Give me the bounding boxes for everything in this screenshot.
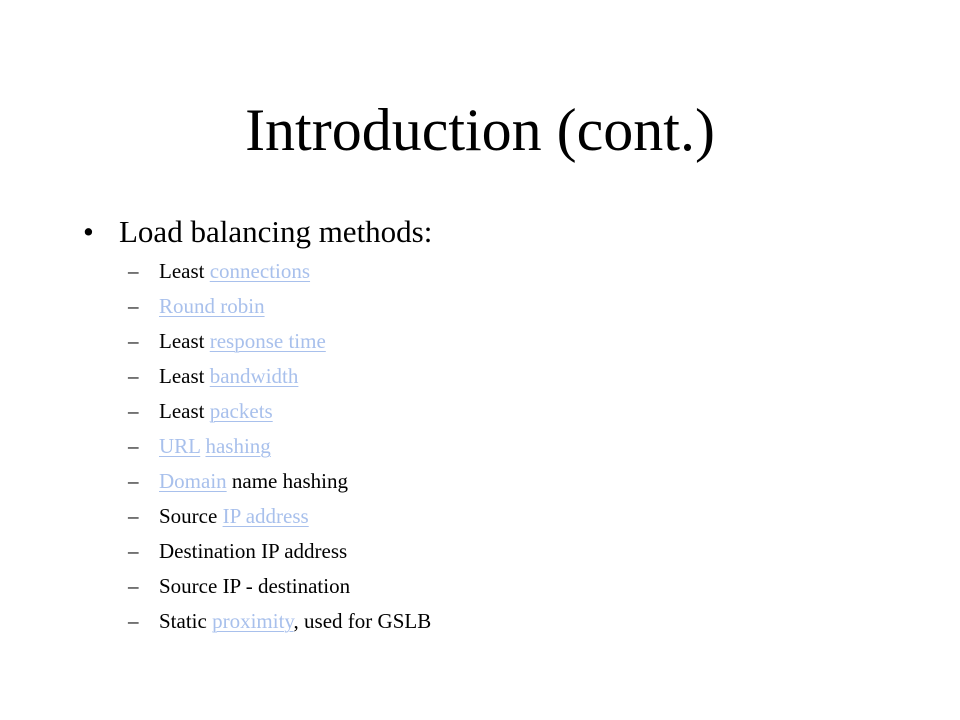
link-hashing[interactable]: hashing	[205, 434, 271, 458]
item-text: Least	[159, 364, 210, 388]
link-packets[interactable]: packets	[209, 399, 273, 423]
dash-icon: –	[128, 399, 139, 423]
method-list	[128, 256, 431, 641]
link-domain[interactable]: Domain	[159, 469, 227, 493]
dash-icon: –	[128, 469, 139, 493]
list-item	[128, 291, 431, 326]
dash-icon: –	[128, 294, 139, 318]
link-round-robin[interactable]: Round robin	[159, 294, 265, 318]
list-item	[128, 501, 431, 536]
slide-title: Introduction (cont.)	[245, 97, 715, 163]
link-response-time[interactable]: response time	[209, 329, 326, 353]
dash-icon: –	[128, 609, 139, 633]
list-item	[128, 396, 431, 431]
list-item	[128, 571, 431, 606]
item-text: Destination IP address	[159, 539, 348, 563]
item-text: name hashing	[226, 469, 348, 493]
list-item	[128, 326, 431, 361]
link-connections[interactable]: connections	[209, 259, 311, 283]
dash-icon: –	[128, 259, 139, 283]
dash-icon: –	[128, 434, 139, 458]
link-proximity[interactable]: proximity	[212, 609, 294, 633]
bullet-load-balancing	[83, 212, 432, 252]
list-item	[128, 256, 431, 291]
dash-icon: –	[128, 329, 139, 353]
item-text: Source	[159, 504, 223, 528]
item-text: Source IP - destination	[159, 574, 351, 598]
link-ip-address[interactable]: IP address	[222, 504, 309, 528]
dash-icon: –	[128, 504, 139, 528]
dash-icon: –	[128, 539, 139, 563]
list-item	[128, 536, 431, 571]
item-text: Least	[159, 329, 210, 353]
dash-icon: –	[128, 574, 139, 598]
list-item	[128, 466, 431, 501]
list-item	[128, 606, 431, 641]
bullet-icon: •	[83, 214, 94, 249]
list-item	[128, 361, 431, 396]
dash-icon: –	[128, 364, 139, 388]
item-text: Least	[159, 259, 210, 283]
list-item	[128, 431, 431, 466]
item-text: Static	[159, 609, 213, 633]
link-url[interactable]: URL	[159, 434, 201, 458]
bullet-text: Load balancing methods:	[119, 214, 433, 249]
item-text: , used for GSLB	[293, 609, 432, 633]
link-bandwidth[interactable]: bandwidth	[209, 364, 299, 388]
item-text: Least	[159, 399, 210, 423]
